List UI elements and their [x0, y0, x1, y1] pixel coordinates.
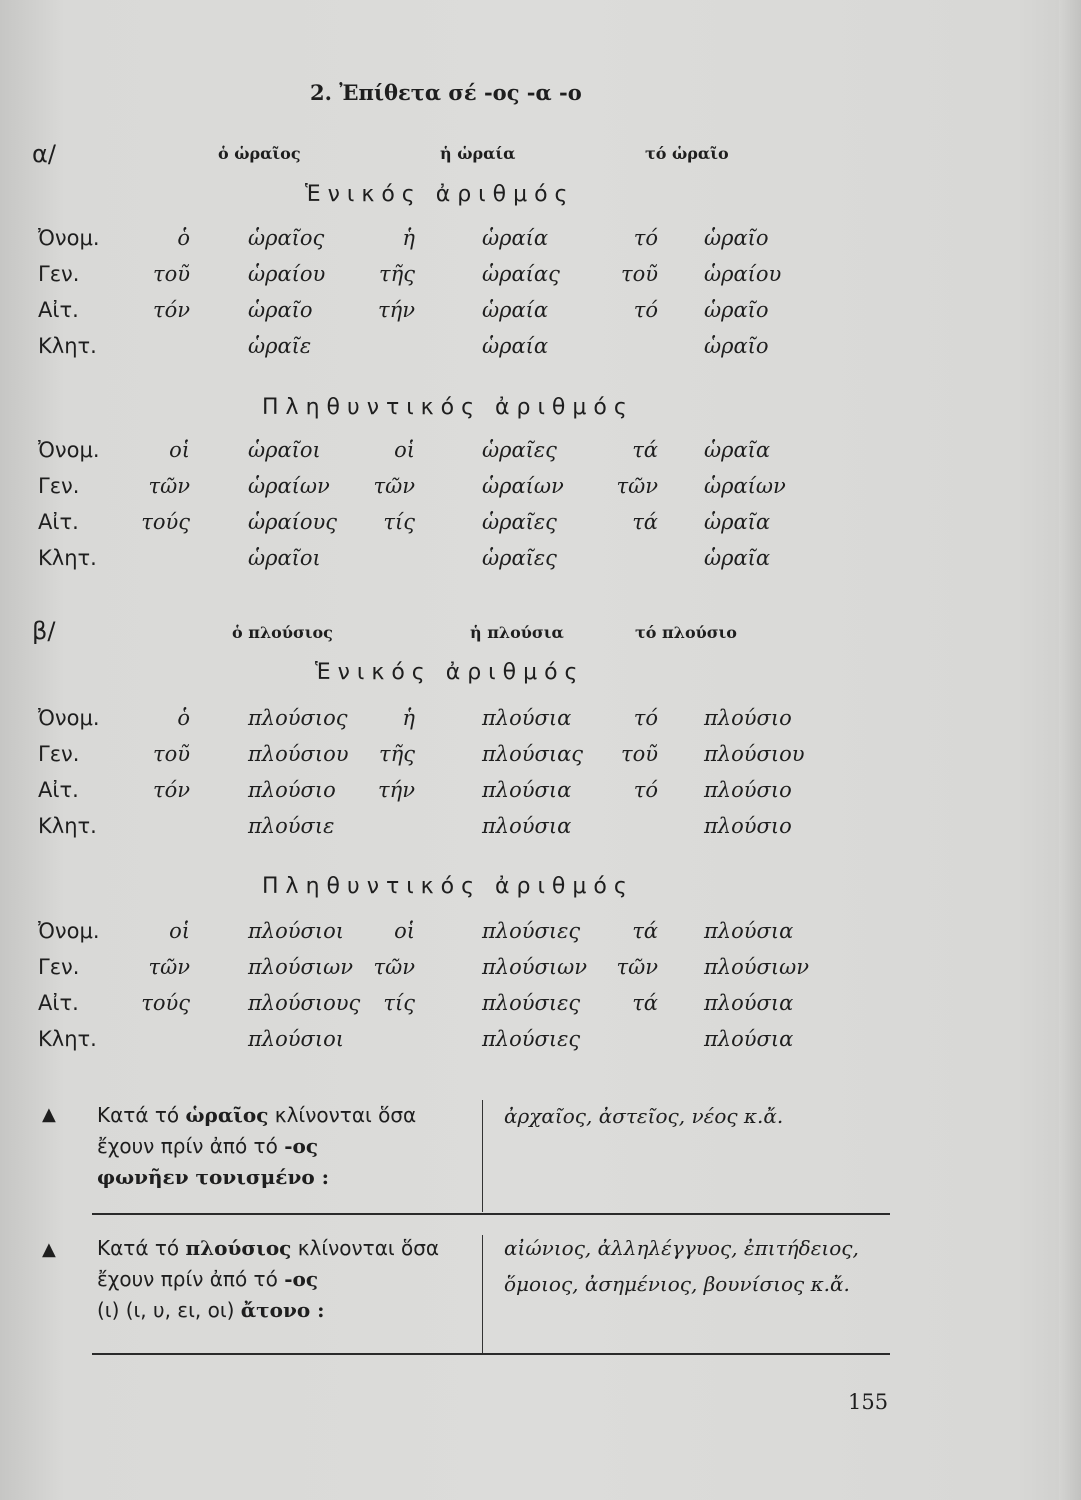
- article: τίς: [383, 510, 415, 534]
- triangle-icon: ▲: [42, 1239, 56, 1260]
- note-bold: -ος: [284, 1134, 319, 1158]
- word-form: πλούσιο: [248, 778, 336, 802]
- word-form: πλούσιων: [704, 955, 809, 979]
- case-label: Ὀνομ.: [38, 226, 100, 250]
- word-form: πλούσιο: [704, 778, 792, 802]
- plural-title: Πληθυντικός ἀριθμός: [262, 874, 634, 899]
- word-form: ὡραίου: [248, 262, 326, 286]
- word-form: ὡραῖοι: [248, 546, 321, 570]
- article: τοῦ: [620, 742, 658, 766]
- article: τοῦ: [152, 742, 190, 766]
- note-box-2: [42, 1233, 892, 1358]
- article: τά: [632, 510, 658, 534]
- word-form: ὡραία: [482, 334, 549, 358]
- header-feminine: ἡ πλούσια: [470, 623, 564, 642]
- article: ὁ: [177, 226, 190, 250]
- page-title: 2. Ἐπίθετα σέ -ος -α -ο: [310, 80, 582, 105]
- article: τῶν: [616, 474, 658, 498]
- note-text: Κατά τό: [97, 1103, 186, 1127]
- note-text: κλίνονται ὅσα ἔχουν πρίν ἀπό τό: [97, 1236, 440, 1291]
- case-label: Κλητ.: [38, 334, 97, 358]
- word-form: ὡραῖος: [248, 226, 325, 250]
- word-form: πλούσια: [704, 991, 794, 1015]
- declension-row: [0, 991, 1081, 1025]
- word-form: ὡραίων: [482, 474, 564, 498]
- article: τά: [632, 919, 658, 943]
- case-label: Γεν.: [38, 474, 80, 498]
- article: τά: [632, 438, 658, 462]
- article: τό: [633, 298, 658, 322]
- case-label: Αἰτ.: [38, 991, 79, 1015]
- word-form: πλούσια: [482, 706, 572, 730]
- word-form: πλούσιοι: [248, 1027, 344, 1051]
- article: οἱ: [394, 919, 415, 943]
- divider-rule: [92, 1213, 890, 1215]
- note-bold: ἄτονο :: [240, 1298, 325, 1322]
- word-form: ὡραῖα: [704, 510, 771, 534]
- declension-row: [0, 298, 1081, 332]
- declension-row: [0, 438, 1081, 472]
- article: τοῦ: [152, 262, 190, 286]
- header-neuter: τό πλούσιο: [635, 623, 737, 642]
- case-label: Κλητ.: [38, 814, 97, 838]
- article: οἱ: [169, 438, 190, 462]
- declension-row: [0, 334, 1081, 368]
- note-bold: ὡραῖος: [185, 1103, 269, 1127]
- article: τόν: [152, 298, 190, 322]
- header-masculine: ὁ ὡραῖος: [218, 144, 301, 163]
- case-label: Γεν.: [38, 955, 80, 979]
- declension-row: [0, 919, 1081, 953]
- article: τῶν: [148, 955, 190, 979]
- word-form: ὡραῖο: [704, 334, 769, 358]
- example-line: ὅμοιος, ἀσημένιος, βουνίσιος κ.ἄ.: [504, 1272, 850, 1296]
- note-2-examples: [504, 1230, 859, 1302]
- word-form: πλούσιοι: [248, 919, 344, 943]
- word-form: πλούσια: [482, 778, 572, 802]
- article: οἱ: [394, 438, 415, 462]
- word-form: ὡραῖα: [704, 546, 771, 570]
- note-text: κλίνονται ὅσα ἔχουν πρίν ἀπό τό: [97, 1103, 417, 1158]
- note-divider: [482, 1235, 483, 1353]
- declension-row: [0, 955, 1081, 989]
- article: τούς: [141, 510, 190, 534]
- word-form: πλούσια: [704, 1027, 794, 1051]
- article: τῶν: [373, 955, 415, 979]
- word-form: πλούσιο: [704, 814, 792, 838]
- word-form: πλούσιους: [248, 991, 361, 1015]
- note-bold: -ος: [284, 1267, 319, 1291]
- case-label: Γεν.: [38, 742, 80, 766]
- article: τήν: [378, 298, 415, 322]
- declension-row: [0, 546, 1081, 580]
- note-text: Κατά τό: [97, 1236, 186, 1260]
- case-label: Κλητ.: [38, 1027, 97, 1051]
- case-label: Ὀνομ.: [38, 706, 100, 730]
- article: τούς: [141, 991, 190, 1015]
- case-label: Ὀνομ.: [38, 438, 100, 462]
- header-neuter: τό ὡραῖο: [645, 144, 729, 163]
- note-1-examples: ἀρχαῖος, ἀστεῖος, νέος κ.ἄ.: [504, 1104, 784, 1128]
- word-form: πλούσιας: [482, 742, 584, 766]
- word-form: πλούσιος: [248, 706, 348, 730]
- article: τόν: [152, 778, 190, 802]
- article: οἱ: [169, 919, 190, 943]
- word-form: ὡραῖοι: [248, 438, 321, 462]
- word-form: ὡραῖε: [248, 334, 312, 358]
- word-form: πλούσιου: [704, 742, 805, 766]
- word-form: πλούσια: [704, 919, 794, 943]
- word-form: πλούσιου: [248, 742, 349, 766]
- case-label: Αἰτ.: [38, 510, 79, 534]
- article: ὁ: [177, 706, 190, 730]
- word-form: ὡραῖες: [482, 438, 557, 462]
- word-form: ὡραίων: [248, 474, 330, 498]
- declension-row: [0, 778, 1081, 812]
- singular-title: Ἑνικός ἀριθμός: [305, 182, 575, 207]
- word-form: πλούσιες: [482, 919, 581, 943]
- article: τό: [633, 706, 658, 730]
- word-form: ὡραῖο: [704, 298, 769, 322]
- note-1-text: [97, 1100, 477, 1193]
- word-form: ὡραῖο: [248, 298, 313, 322]
- word-form: ὡραίας: [482, 262, 560, 286]
- declension-row: [0, 474, 1081, 508]
- note-bold: πλούσιος: [185, 1236, 292, 1260]
- article: τοῦ: [620, 262, 658, 286]
- word-form: ὡραίων: [704, 474, 786, 498]
- case-label: Αἰτ.: [38, 778, 79, 802]
- word-form: ὡραίους: [248, 510, 338, 534]
- triangle-icon: ▲: [42, 1104, 56, 1125]
- case-label: Αἰτ.: [38, 298, 79, 322]
- word-form: πλούσιε: [248, 814, 335, 838]
- singular-title: Ἑνικός ἀριθμός: [315, 660, 585, 685]
- case-label: Ὀνομ.: [38, 919, 100, 943]
- section-a-label: α/: [32, 140, 56, 168]
- header-masculine: ὁ πλούσιος: [232, 623, 333, 642]
- example-line: αἰώνιος, ἀλληλέγγυος, ἐπιτήδειος,: [504, 1236, 859, 1260]
- declension-row: [0, 262, 1081, 296]
- word-form: πλούσιο: [704, 706, 792, 730]
- article: τά: [632, 991, 658, 1015]
- case-label: Κλητ.: [38, 546, 97, 570]
- plural-title: Πληθυντικός ἀριθμός: [262, 395, 634, 420]
- declension-row: [0, 814, 1081, 848]
- word-form: πλούσιων: [482, 955, 587, 979]
- article: τίς: [383, 991, 415, 1015]
- word-form: ὡραίου: [704, 262, 782, 286]
- declension-row: [0, 742, 1081, 776]
- word-form: ὡραία: [482, 298, 549, 322]
- word-form: ὡραῖες: [482, 510, 557, 534]
- declension-row: [0, 706, 1081, 740]
- note-bold: φωνῆεν τονισμένο :: [97, 1165, 330, 1189]
- declension-row: [0, 510, 1081, 544]
- declension-row: [0, 226, 1081, 260]
- article: τήν: [378, 778, 415, 802]
- word-form: ὡραῖες: [482, 546, 557, 570]
- section-b-label: β/: [32, 617, 56, 645]
- note-2-text: [97, 1233, 477, 1326]
- article: ἡ: [402, 226, 415, 250]
- header-feminine: ἡ ὡραία: [440, 144, 516, 163]
- divider-rule: [92, 1353, 890, 1355]
- article: τό: [633, 226, 658, 250]
- word-form: πλούσιων: [248, 955, 353, 979]
- article: τῶν: [616, 955, 658, 979]
- word-form: ὡραῖα: [704, 438, 771, 462]
- note-divider: [482, 1100, 483, 1212]
- article: τῶν: [148, 474, 190, 498]
- article: τῶν: [373, 474, 415, 498]
- article: ἡ: [402, 706, 415, 730]
- article: τό: [633, 778, 658, 802]
- word-form: ὡραῖο: [704, 226, 769, 250]
- note-text: (ι) (ι, υ, ει, οι): [97, 1298, 241, 1322]
- article: τῆς: [379, 742, 415, 766]
- page-number: 155: [848, 1390, 889, 1414]
- word-form: ὡραία: [482, 226, 549, 250]
- case-label: Γεν.: [38, 262, 80, 286]
- word-form: πλούσιες: [482, 991, 581, 1015]
- note-box-1: [42, 1098, 892, 1218]
- article: τῆς: [379, 262, 415, 286]
- word-form: πλούσιες: [482, 1027, 581, 1051]
- declension-row: [0, 1027, 1081, 1061]
- word-form: πλούσια: [482, 814, 572, 838]
